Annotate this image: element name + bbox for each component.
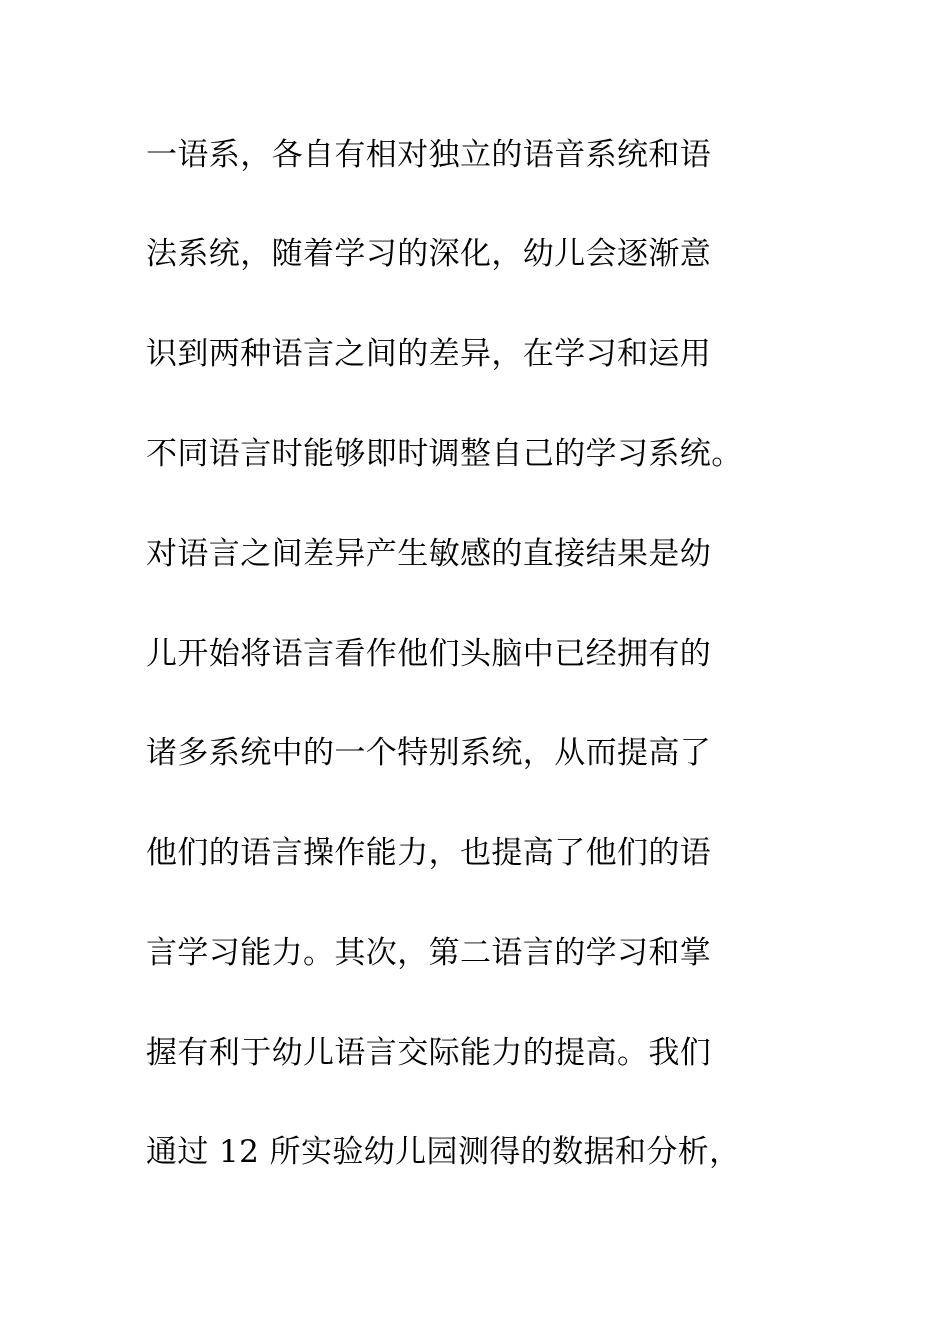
body-text-line: 他们的语言操作能力，也提高了他们的语 bbox=[146, 835, 712, 871]
body-text-line: 不同语言时能够即时调整自己的学习系统。 bbox=[146, 436, 743, 472]
body-text-line: 通过 12 所实验幼儿园测得的数据和分析， bbox=[146, 1134, 741, 1170]
body-text-line: 诸多系统中的一个特别系统，从而提高了 bbox=[146, 735, 712, 771]
body-text-line: 儿开始将语言看作他们头脑中已经拥有的 bbox=[146, 636, 712, 672]
body-text-line: 一语系，各自有相对独立的语音系统和语 bbox=[146, 137, 712, 173]
body-text-line: 言学习能力。其次，第二语言的学习和掌 bbox=[146, 935, 712, 971]
body-text-line: 对语言之间差异产生敏感的直接结果是幼 bbox=[146, 536, 712, 572]
body-text-line: 识到两种语言之间的差异，在学习和运用 bbox=[146, 336, 712, 372]
body-text-line: 握有利于幼儿语言交际能力的提高。我们 bbox=[146, 1035, 712, 1071]
body-text-line: 法系统，随着学习的深化，幼儿会逐渐意 bbox=[146, 236, 712, 272]
